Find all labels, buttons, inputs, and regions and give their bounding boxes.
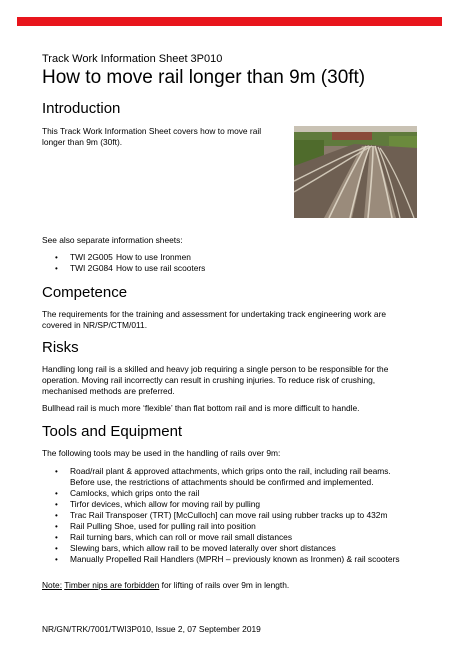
list-item: • Manually Propelled Rail Handlers (MPRH – previously known as Ironmen) & rail scooters [42,554,414,565]
note-label: Note: [42,580,63,590]
list-item: • Trac Rail Transposer (TRT) [McCulloch] can move rail using rubber tracks up to 432m [42,510,414,521]
risks-text-1: Handling long rail is a skilled and heavy job requiring a single person to be responsible for the operation. Moving rail incorrectly can result in crushing injuries. To reduce risk of crushing, mechanised methods are preferred. [42,364,389,396]
list-item: • Slewing bars, which allow rail to be moved laterally over short distances [42,543,414,554]
document-page [42,53,422,590]
timber-nips-note [42,580,414,591]
document-subtitle: Track Work Information Sheet 3P010 [42,53,223,65]
reference-code: TWI 2G084 [70,263,113,273]
introduction-heading: Introduction [42,100,121,117]
reference-code: TWI 2G005 [70,252,113,262]
note-emphasis: Timber nips are forbidden [64,580,160,590]
see-also-text: See also separate information sheets: [42,235,183,245]
header-accent-bar [17,17,442,26]
competence-heading: Competence [42,284,128,301]
risks-text-2: Bullhead rail is much more ‘flexible’ than flat bottom rail and is more difficult to handle. [42,403,360,413]
tools-heading: Tools and Equipment [42,423,183,440]
reference-list [42,252,342,274]
tools-intro: The following tools may be used in the handling of rails over 9m: [42,448,281,458]
list-item [42,252,342,263]
reference-label: How to use Ironmen [116,252,191,262]
list-item: • Rail turning bars, which can roll or move rail small distances [42,532,414,543]
introduction-line-1: This Track Work Information Sheet covers how to move rail [42,126,262,136]
introduction-line-2: longer than 9m (30ft). [42,137,123,147]
list-item: • Rail Pulling Shoe, used for pulling rail into position [42,521,414,532]
reference-label: How to use rail scooters [116,263,206,273]
list-item: • Tirfor devices, which allow for moving rail by pulling [42,499,414,510]
risks-heading: Risks [42,339,79,356]
list-item: • Road/rail plant & approved attachments, which grips onto the rail, including rail beams. Before use, the restrictions of attachments should be confirmed and implemented. [42,466,414,488]
list-item [42,263,342,274]
document-footer: NR/GN/TRK/7001/TWI3P010, Issue 2, 07 September 2019 [42,624,261,634]
railway-track-photo [294,126,417,218]
tools-list [42,466,414,565]
competence-text: The requirements for the training and assessment for undertaking track engineering work are covered in NR/SP/CTM/011. [42,309,387,330]
note-rest: for lifting of rails over 9m in length. [159,580,290,590]
document-title: How to move rail longer than 9m (30ft) [42,67,366,88]
list-item: • Camlocks, which grips onto the rail [42,488,414,499]
